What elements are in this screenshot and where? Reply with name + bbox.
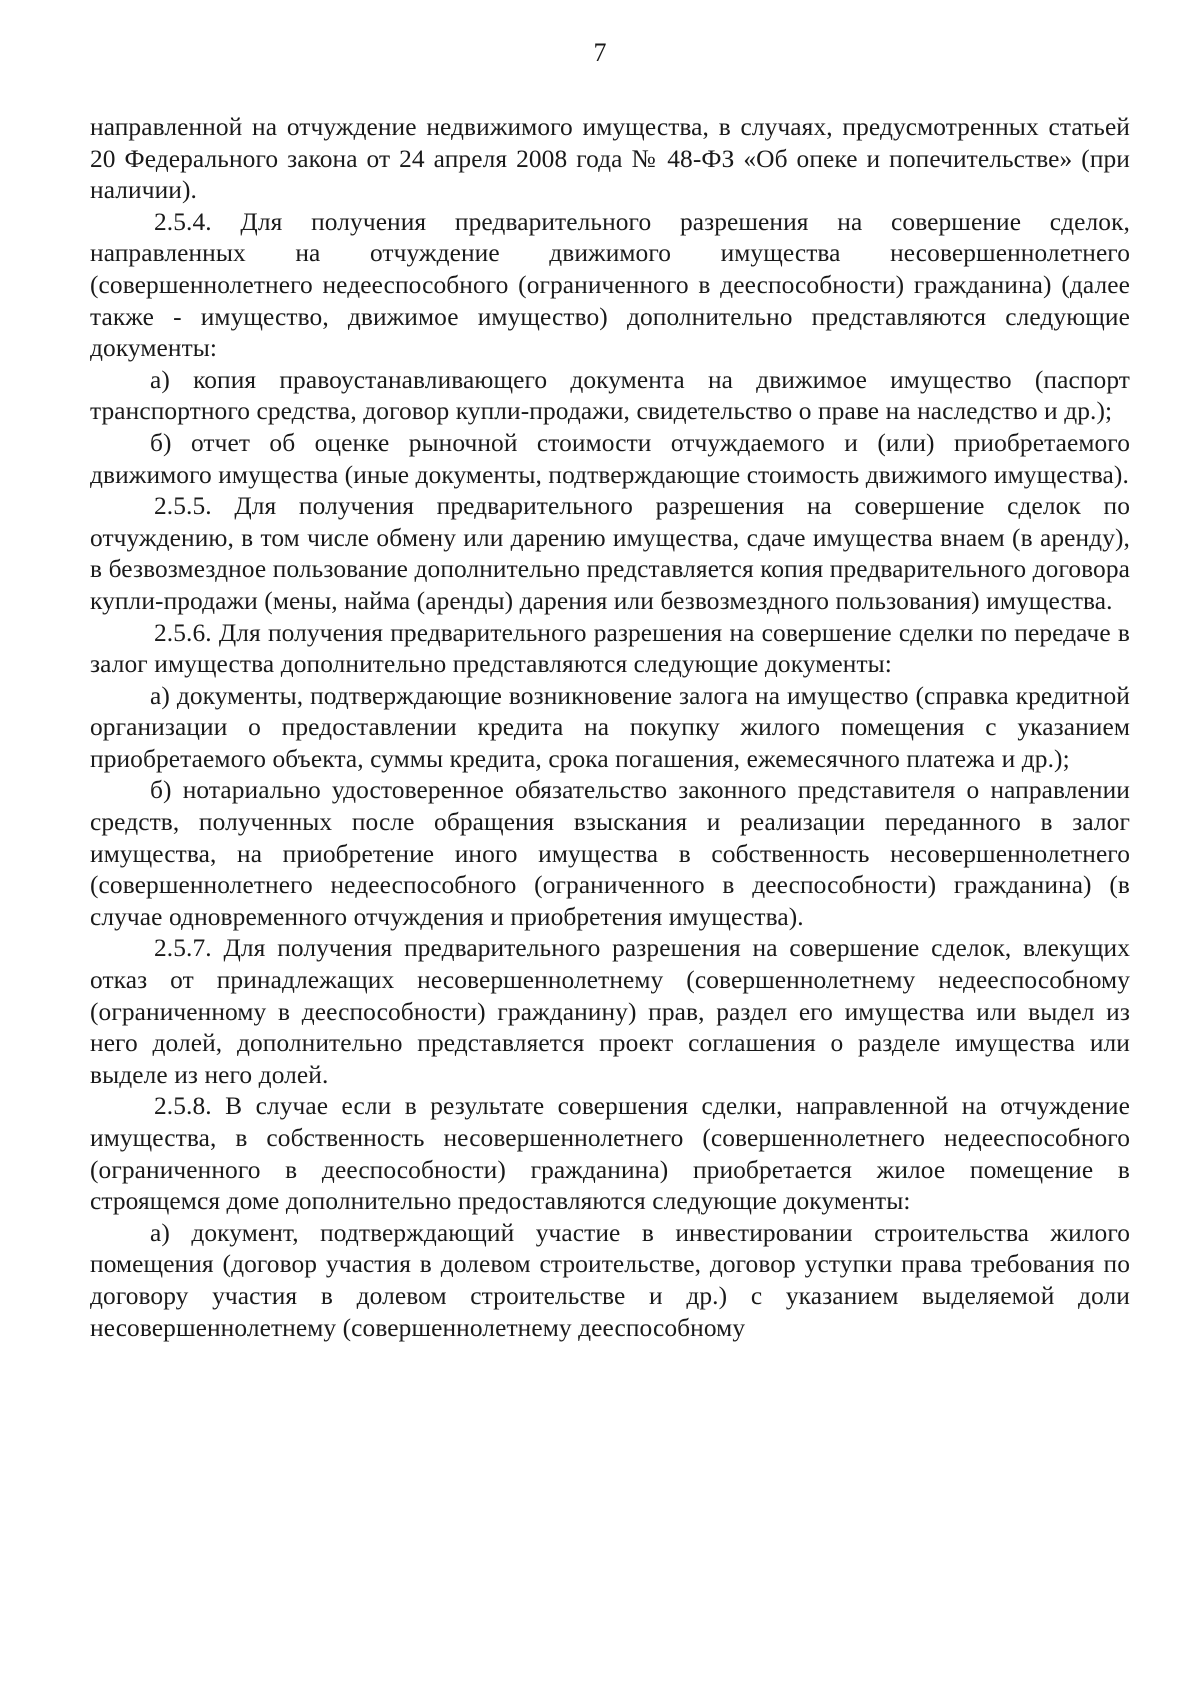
page-number: 7 xyxy=(593,38,607,67)
list-item-2-5-8-a: а) документ, подтверждающий участие в инвестировании строительства жилого помещения (договор участия в долевом строительстве, договор уступки права требования по договору участия в долевом строительстве и др.) с указанием выделяемой доли несовершеннолетнему (совершеннолетнему дееспособному xyxy=(90,1218,1130,1342)
list-item-2-5-6-b: б) нотариально удостоверенное обязательство законного представителя о направлении средств, полученных после обращения взыскания и реализации переданного в залог имущества, на приобретение иного имущества в собственность несовершеннолетнего (совершеннолетнего недееспособного (ограниченного в дееспособности) гражданина) (в случае одновременного отчуждения и приобретения имущества). xyxy=(90,776,1130,931)
paragraph-2-5-8: 2.5.8. В случае если в результате совершения сделки, направленной на отчуждение имущества, в собственность несовершеннолетнего (совершеннолетнего недееспособного (ограниченного в дееспособности) гражданина) приобретается жилое помещение в строящемся доме дополнительно предоставляются следующие документы: xyxy=(90,1092,1130,1216)
list-item-2-5-4-b: б) отчет об оценке рыночной стоимости отчуждаемого и (или) приобретаемого движимого имущества (иные документы, подтверждающие стоимость движимого имущества). xyxy=(90,428,1130,489)
document-body xyxy=(90,112,1130,1344)
list-item-2-5-4-a: а) копия правоустанавливающего документа на движимое имущество (паспорт транспортного средства, договор купли-продажи, свидетельство о праве на наследство и др.); xyxy=(90,365,1130,426)
paragraph-2-5-7: 2.5.7. Для получения предварительного разрешения на совершение сделок, влекущих отказ от принадлежащих несовершеннолетнему (совершеннолетнему недееспособному (ограниченному в дееспособности) гражданину) прав, раздел его имущества или выдел из него долей, дополнительно представляется проект соглашения о разделе имущества или выделе из него долей. xyxy=(90,934,1130,1089)
list-item-2-5-6-a: а) документы, подтверждающие возникновение залога на имущество (справка кредитной организации о предоставлении кредита на покупку жилого помещения с указанием приобретаемого объекта, суммы кредита, срока погашения, ежемесячного платежа и др.); xyxy=(90,681,1130,773)
paragraph-continuation: направленной на отчуждение недвижимого имущества, в случаях, предусмотренных статьей 20 Федерального закона от 24 апреля 2008 года № 48-ФЗ «Об опеке и попечительстве» (при наличии). xyxy=(90,113,1130,205)
paragraph-2-5-6: 2.5.6. Для получения предварительного разрешения на совершение сделки по передаче в залог имущества дополнительно представляются следующие документы: xyxy=(90,618,1130,679)
paragraph-2-5-4: 2.5.4. Для получения предварительного разрешения на совершение сделок, направленных на отчуждение движимого имущества несовершеннолетнего (совершеннолетнего недееспособного (ограниченного в дееспособности) гражданина) (далее также - имущество, движимое имущество) дополнительно представляются следующие документы: xyxy=(90,207,1130,363)
paragraph-2-5-5: 2.5.5. Для получения предварительного разрешения на совершение сделок по отчуждению, в том числе обмену или дарению имущества, сдаче имущества внаем (в аренду), в безвозмездное пользование дополнительно представляется копия предварительного договора купли-продажи (мены, найма (аренды) дарения или безвозмездного пользования) имущества. xyxy=(90,492,1130,615)
